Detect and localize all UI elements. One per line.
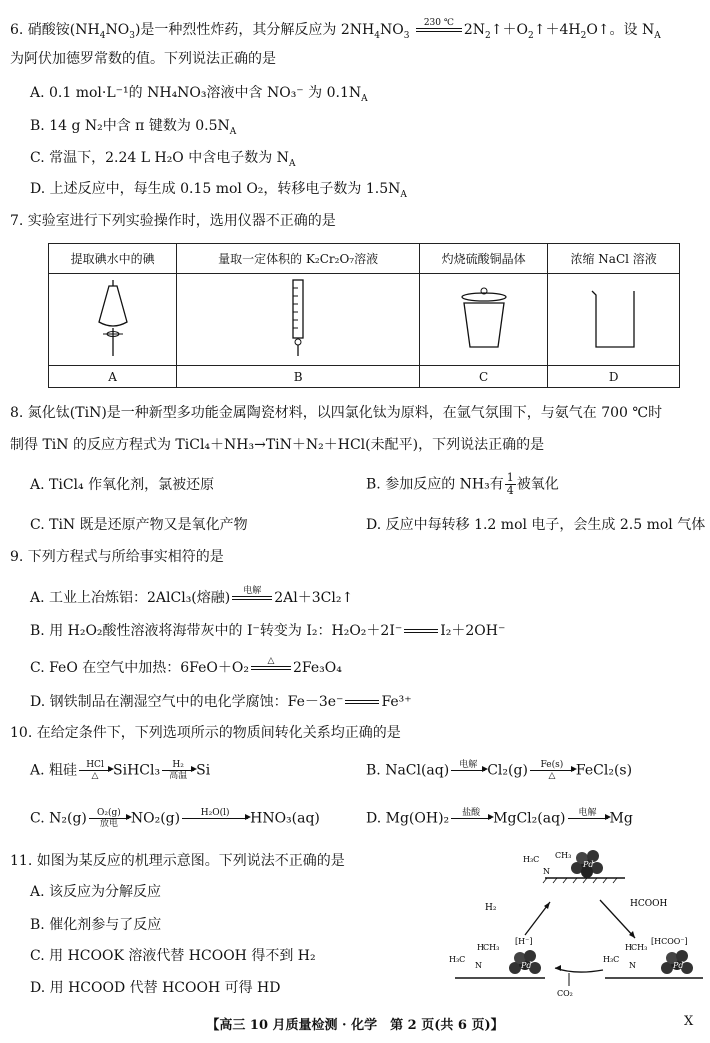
q6-option-d: D. 上述反应中，每生成 0.15 mol O₂，转移电子数为 $1.5N_A$ xyxy=(30,181,407,200)
equals-sign xyxy=(404,619,438,643)
electrolysis-condition: 电解 xyxy=(232,586,272,610)
beaker-image xyxy=(548,274,680,366)
q9-stem: 9. 下列方程式与所给事实相符的是 xyxy=(10,549,224,565)
svg-text:H₃C: H₃C xyxy=(449,955,466,964)
equals-sign xyxy=(345,690,379,714)
reaction-arrow: HCl △ xyxy=(79,760,111,781)
catalyst-right xyxy=(603,937,703,978)
svg-text:N: N xyxy=(475,961,482,970)
svg-text:H: H xyxy=(477,943,484,952)
q8-option-d: D. 反应中每转移 1.2 mol 电子，会生成 2.5 mol 气体 xyxy=(366,517,706,533)
svg-text:Pd: Pd xyxy=(521,961,532,970)
q7-label-d: D xyxy=(548,366,680,388)
svg-text:Pd: Pd xyxy=(673,961,684,970)
reaction-arrow: 电解 xyxy=(568,808,608,829)
q9-option-d: D. 钢铁制品在潮湿空气中的电化学腐蚀：Fe－3e⁻ Fe³⁺ xyxy=(30,690,412,714)
q11-option-a: A. 该反应为分解反应 xyxy=(30,884,162,900)
heat-condition: △ xyxy=(251,656,291,680)
q8-option-a: A. TiCl₄ 作氧化剂，氯被还原 xyxy=(30,477,215,493)
svg-text:HCOOH: HCOOH xyxy=(630,899,668,909)
svg-text:N: N xyxy=(629,961,636,970)
q7-header-a: 提取碘水中的碘 xyxy=(49,244,177,274)
svg-text:CO₂: CO₂ xyxy=(557,989,573,998)
svg-text:[H⁻]: [H⁻] xyxy=(515,937,533,946)
svg-text:CH₃: CH₃ xyxy=(483,943,500,952)
q9-option-b: B. 用 H₂O₂酸性溶液将海带灰中的 I⁻转变为 I₂：H₂O₂＋2I⁻ I₂＋2OH⁻ xyxy=(30,619,505,643)
q8-option-b: B. 参加反应的 NH₃有 $\frac{1}{4}$ 被氧化 xyxy=(366,471,559,497)
q6-option-b: B. 14 g N₂中含 π 键数为 $0.5N_A$ xyxy=(30,118,237,137)
svg-text:CH₃: CH₃ xyxy=(555,851,572,860)
reaction-mechanism-diagram xyxy=(445,840,705,1000)
svg-text:CH₃: CH₃ xyxy=(631,943,648,952)
reaction-arrow: Fe(s) △ xyxy=(530,760,574,781)
svg-text:N: N xyxy=(543,867,550,876)
q6-option-c: C. 常温下，2.24 L H₂O 中含电子数为 $N_A$ xyxy=(30,150,296,169)
svg-text:H₃C: H₃C xyxy=(523,855,540,864)
q10-option-d: D. Mg(OH)₂ 盐酸 MgCl₂(aq) 电解 Mg xyxy=(366,808,633,829)
q6-stem-line2: 为阿伏加德罗常数的值。下列说法正确的是 xyxy=(10,51,276,67)
page-footer: 【高三 10 月质量检测 · 化学 第 2 页(共 6 页)】 xyxy=(206,1018,504,1033)
reaction-arrow: O₂(g) 放电 xyxy=(89,808,129,829)
svg-text:Pd: Pd xyxy=(583,860,594,869)
svg-text:H₃C: H₃C xyxy=(603,955,620,964)
q10-option-b: B. NaCl(aq) 电解 Cl₂(g) Fe(s) △ FeCl₂(s) xyxy=(366,760,633,781)
q11-stem: 11. 如图为某反应的机理示意图。下列说法不正确的是 xyxy=(10,853,345,869)
q8-stem-line2: 制得 TiN 的反应方程式为 TiCl₄＋NH₃→TiN＋N₂＋HCl(未配平)，下列说法正确的是 xyxy=(10,437,545,453)
catalyst-top xyxy=(523,850,625,883)
q7-label-b: B xyxy=(177,366,420,388)
svg-text:H₂: H₂ xyxy=(485,903,497,913)
page-mark: X xyxy=(684,1014,694,1029)
q7-header-b: 量取一定体积的 K₂Cr₂O₇溶液 xyxy=(177,244,420,274)
q11-option-d: D. 用 HCOOD 代替 HCOOH 可得 HD xyxy=(30,980,281,996)
q8-option-c: C. TiN 既是还原产物又是氧化产物 xyxy=(30,517,248,533)
q7-apparatus-table xyxy=(48,243,680,388)
q6-condition-arrow: 230 ℃ xyxy=(416,18,462,42)
reaction-arrow: 盐酸 xyxy=(451,808,491,829)
q6-option-a: A. 0.1 mol·L⁻¹的 NH₄NO₃溶液中含 NO₃⁻ 为 $0.1N_A$ xyxy=(30,85,368,104)
reaction-arrow: H₂ 高温 xyxy=(162,760,194,781)
q8-stem-line1: 8. 氮化钛(TiN)是一种新型多功能金属陶瓷材料，以四氯化钛为原料，在氩气氛围下，与氨气在 700 ℃时 xyxy=(10,405,663,421)
q10-option-a: A. 粗硅 HCl △ SiHCl₃ H₂ 高温 Si xyxy=(30,760,211,781)
reaction-arrow: H₂O(l) xyxy=(182,808,248,829)
svg-text:H: H xyxy=(625,943,632,952)
q10-stem: 10. 在给定条件下，下列选项所示的物质间转化关系均正确的是 xyxy=(10,725,401,741)
burette-image xyxy=(177,274,420,366)
q10-option-c: C. N₂(g) O₂(g) 放电 NO₂(g) H₂O(l) HNO₃(aq) xyxy=(30,808,320,829)
q11-option-b: B. 催化剂参与了反应 xyxy=(30,917,162,933)
separatory-funnel-image xyxy=(49,274,177,366)
q7-header-c: 灼烧硫酸铜晶体 xyxy=(420,244,548,274)
q6-stem-line1: 6. 硝酸铵$(NH_4NO_3)$是一种烈性炸药，其分解反应为 $2NH_4NO_3$ 230 ℃ $2N_2↑+O_2↑+4H_2O↑$。设 $N_A$ xyxy=(10,18,661,41)
q7-label-a: A xyxy=(49,366,177,388)
svg-text:[HCOO⁻]: [HCOO⁻] xyxy=(651,937,688,946)
fraction: $\frac{1}{4}$ xyxy=(506,471,514,497)
q9-option-c: C. FeO 在空气中加热：6FeO＋O₂ △ 2Fe₃O₄ xyxy=(30,656,342,680)
q7-header-d: 浓缩 NaCl 溶液 xyxy=(548,244,680,274)
q7-label-c: C xyxy=(420,366,548,388)
q9-option-a: A. 工业上冶炼铝：2AlCl₃(熔融) 电解 2Al＋3Cl₂↑ xyxy=(30,586,353,610)
q7-stem: 7. 实验室进行下列实验操作时，选用仪器不正确的是 xyxy=(10,213,336,229)
catalyst-left xyxy=(449,937,545,978)
q11-option-c: C. 用 HCOOK 溶液代替 HCOOH 得不到 H₂ xyxy=(30,948,316,964)
reaction-arrow: 电解 xyxy=(451,760,485,781)
crucible-image xyxy=(420,274,548,366)
